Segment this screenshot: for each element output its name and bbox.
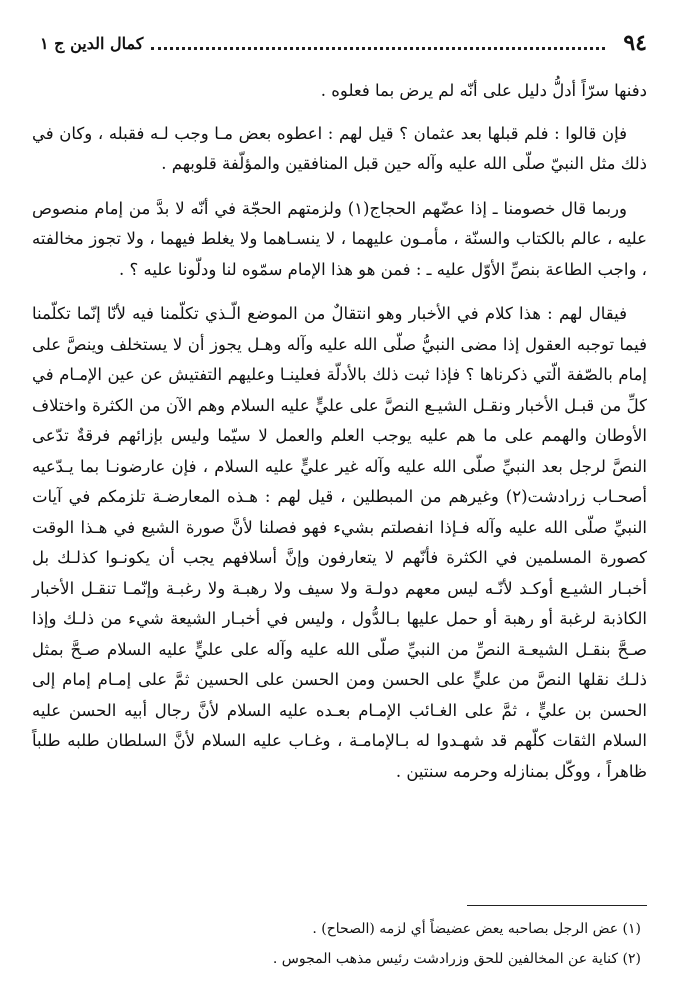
page-header [40, 28, 647, 58]
paragraph: فإن قالوا : فلم قبلها بعد عثمان ؟ قيل لهم : اعطوه بعض مـا وجب لـه فقبله ، وكان في ذلك مثل النبيّ صلّى الله عليه وآله حين قبل المنافقين والمؤلّفة قلوبهم . [32, 123, 647, 173]
footnotes [32, 914, 641, 974]
main-text [32, 76, 647, 801]
footnote: (١) عض الرجل بصاحبه يعض عضيضاً أي لزمه (الصحاح) . [312, 921, 641, 937]
footnote-separator [467, 905, 647, 906]
paragraph: وربما قال خصومنا ـ إذا عضّهم الحجاج(١) ولزمتهم الحجّة في أنّه لا بدَّ من إمام منصوص عليه ، عالم بالكتاب والسنّة ، مأمـون عليهما ، لا ينسـاهما ولا يغلط فيهما ، ولا تجوز مخالفته ، واجب الطاعة بنصِّ الأوّل عليه ـ : فمن هو هذا الإمام سمّوه لنا ودلّونا عليه ؟ . [32, 198, 647, 279]
footnote: (٢) كناية عن المخالفين للحق وزرادشت رئيس مذهب المجوس . [272, 951, 641, 967]
paragraph: دفنها سرّاً أدلُّ دليل على أنّه لم يرض بما فعلوه . [320, 81, 647, 100]
paragraph: فيقال لهم : هذا كلام في الأخبار وهو انتقالٌ من الموضع الّـذي تكلّمنا فيه لأنّا إنّما تكلّمنا فيما توجبه العقول إذا مضى النبيُّ صلّى الله عليه وآله وهـل يجوز أن لا يستخلف وينصَّ على إمام بالصّفة الّتي ذكرناها ؟ فإذا ثبت ذلك بالأدلّة فعلينـا وعليهم التفتيش عن عين الإمـام في كلِّ من قبـل الأخبار ونقـل الشيـع النصَّ على عليٍّ عليه السلام وهم الآن من الكثرة واختلاف الأوطان والهمم على ما هم عليه يوجب العلم والعمل لا سيّما وليس بإزائهم فرقةٌ تدّعى النصَّ لرجل بعد النبيِّ صلّى الله عليه وآله غير عليٍّ عليه السلام ، فإن عارضونـا بما يـدّعيه أصحـاب زرادشت(٢) وغيرهم من المبطلين ، قيل لهم : هـذه المعارضـة تلزمكم في آيات النبيِّ صلّى الله عليه وآله فـإذا انفصلتم بشيء فهو فصلنا لأنَّ صورة الشيع في هـذا الوقت كصورة المسلمين في الكثرة فأنّهم لا يتعارفون وإنَّ أسلافهم يجب أن يكونـوا كذلـك بل أخبـار الشيـع أوكـد لأنّـه ليس معهم دولـة ولا سيف ولا رهبـة ولا رغبـة وإنّمـا تنقـل الأخبار الكاذبة لرغبة أو رهبة أو حمل عليها بـالدُّول ، وليس في أخبـار الشيعة شيء من ذلـك وإذا صـحَّ بنقـل الشيعـة النصِّ من النبيِّ صلّى الله عليه وآله على عليٍّ عليه السلام صـحَّ بمثل ذلـك نقلها النصَّ من عليٍّ على الحسن ومن الحسن على الحسين ثمَّ على إمـام إمام إلى الحسن بن عليٍّ ، ثمَّ على الغـائب الإمـام بعـده عليه السلام لأنَّ رجال أبيه الحسن عليه السلام الثقات كلّهم قد شهـدوا له بـالإمامـة ، وغـاب عليه السلام لأنَّ السلطان طلبه طلباً ظاهراً ، ووكّل بمنازله وحرمه سنتين . [32, 304, 647, 781]
page-number: ٩٤ [623, 30, 647, 56]
header-dotted-leader [151, 47, 605, 50]
running-title: كمال الدين ج ١ [40, 33, 144, 53]
